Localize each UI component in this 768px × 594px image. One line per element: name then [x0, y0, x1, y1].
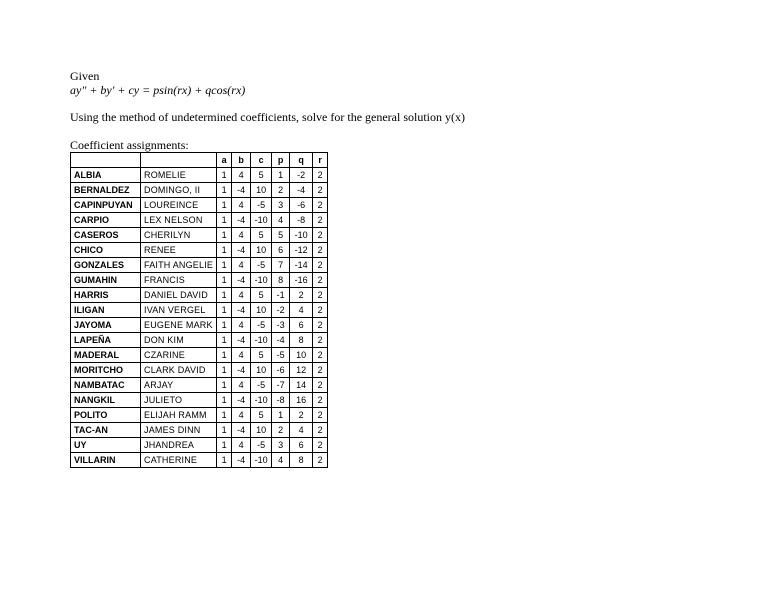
- first-name-cell: LOUREINCE: [141, 198, 217, 213]
- first-name-cell: CATHERINE: [141, 453, 217, 468]
- header-b: b: [232, 153, 251, 168]
- a-cell: 1: [217, 228, 232, 243]
- last-name-cell: POLITO: [71, 408, 141, 423]
- a-cell: 1: [217, 453, 232, 468]
- c-cell: 10: [251, 363, 272, 378]
- p-cell: 1: [272, 408, 290, 423]
- a-cell: 1: [217, 333, 232, 348]
- table-row: [71, 348, 328, 363]
- first-name-cell: LEX NELSON: [141, 213, 217, 228]
- b-cell: 4: [232, 408, 251, 423]
- last-name-cell: CARPIO: [71, 213, 141, 228]
- r-cell: 2: [313, 303, 328, 318]
- last-name-cell: ILIGAN: [71, 303, 141, 318]
- r-cell: 2: [313, 198, 328, 213]
- first-name-cell: CHERILYN: [141, 228, 217, 243]
- r-cell: 2: [313, 453, 328, 468]
- table-row: [71, 243, 328, 258]
- p-cell: 1: [272, 168, 290, 183]
- r-cell: 2: [313, 288, 328, 303]
- c-cell: 5: [251, 288, 272, 303]
- r-cell: 2: [313, 363, 328, 378]
- p-cell: -1: [272, 288, 290, 303]
- q-cell: 2: [290, 408, 313, 423]
- a-cell: 1: [217, 243, 232, 258]
- b-cell: -4: [232, 243, 251, 258]
- table-row: [71, 258, 328, 273]
- r-cell: 2: [313, 213, 328, 228]
- q-cell: -12: [290, 243, 313, 258]
- c-cell: -10: [251, 333, 272, 348]
- q-cell: 16: [290, 393, 313, 408]
- last-name-cell: GONZALES: [71, 258, 141, 273]
- c-cell: 10: [251, 183, 272, 198]
- table-header-row: [71, 153, 328, 168]
- p-cell: -2: [272, 303, 290, 318]
- c-cell: -10: [251, 273, 272, 288]
- p-cell: 7: [272, 258, 290, 273]
- r-cell: 2: [313, 183, 328, 198]
- c-cell: -5: [251, 258, 272, 273]
- q-cell: 8: [290, 453, 313, 468]
- b-cell: -4: [232, 333, 251, 348]
- c-cell: -5: [251, 198, 272, 213]
- p-cell: 4: [272, 453, 290, 468]
- last-name-cell: MADERAL: [71, 348, 141, 363]
- q-cell: 6: [290, 318, 313, 333]
- p-cell: 5: [272, 228, 290, 243]
- first-name-cell: DANIEL DAVID: [141, 288, 217, 303]
- a-cell: 1: [217, 288, 232, 303]
- table-row: [71, 288, 328, 303]
- p-cell: -7: [272, 378, 290, 393]
- p-cell: 3: [272, 438, 290, 453]
- p-cell: 2: [272, 423, 290, 438]
- b-cell: 4: [232, 258, 251, 273]
- c-cell: -10: [251, 453, 272, 468]
- c-cell: 10: [251, 243, 272, 258]
- table-row: [71, 393, 328, 408]
- r-cell: 2: [313, 423, 328, 438]
- table-row: [71, 183, 328, 198]
- table-row: [71, 408, 328, 423]
- b-cell: 4: [232, 288, 251, 303]
- a-cell: 1: [217, 318, 232, 333]
- q-cell: 4: [290, 423, 313, 438]
- c-cell: -10: [251, 213, 272, 228]
- a-cell: 1: [217, 363, 232, 378]
- b-cell: 4: [232, 198, 251, 213]
- c-cell: 5: [251, 408, 272, 423]
- coefficient-table: [70, 152, 328, 468]
- first-name-cell: DON KIM: [141, 333, 217, 348]
- first-name-cell: DOMINGO, II: [141, 183, 217, 198]
- table-row: [71, 213, 328, 228]
- a-cell: 1: [217, 198, 232, 213]
- p-cell: -4: [272, 333, 290, 348]
- p-cell: 6: [272, 243, 290, 258]
- q-cell: 2: [290, 288, 313, 303]
- first-name-cell: JULIETO: [141, 393, 217, 408]
- header-r: r: [313, 153, 328, 168]
- last-name-cell: MORITCHO: [71, 363, 141, 378]
- b-cell: 4: [232, 438, 251, 453]
- first-name-cell: FAITH ANGELIE: [141, 258, 217, 273]
- last-name-cell: UY: [71, 438, 141, 453]
- a-cell: 1: [217, 303, 232, 318]
- p-cell: -6: [272, 363, 290, 378]
- a-cell: 1: [217, 258, 232, 273]
- p-cell: 4: [272, 213, 290, 228]
- q-cell: -2: [290, 168, 313, 183]
- header-p: p: [272, 153, 290, 168]
- q-cell: -16: [290, 273, 313, 288]
- r-cell: 2: [313, 378, 328, 393]
- a-cell: 1: [217, 408, 232, 423]
- a-cell: 1: [217, 348, 232, 363]
- q-cell: -6: [290, 198, 313, 213]
- b-cell: -4: [232, 213, 251, 228]
- table-row: [71, 333, 328, 348]
- differential-equation: ay″ + by′ + cy = psin(rx) + qcos(rx): [70, 83, 246, 97]
- c-cell: -10: [251, 393, 272, 408]
- b-cell: -4: [232, 393, 251, 408]
- first-name-cell: EUGENE MARK: [141, 318, 217, 333]
- r-cell: 2: [313, 168, 328, 183]
- table-row: [71, 318, 328, 333]
- r-cell: 2: [313, 438, 328, 453]
- a-cell: 1: [217, 213, 232, 228]
- c-cell: -5: [251, 318, 272, 333]
- last-name-cell: VILLARIN: [71, 453, 141, 468]
- c-cell: 5: [251, 168, 272, 183]
- first-name-cell: ROMELIE: [141, 168, 217, 183]
- p-cell: 2: [272, 183, 290, 198]
- table-row: [71, 303, 328, 318]
- b-cell: -4: [232, 423, 251, 438]
- last-name-cell: BERNALDEZ: [71, 183, 141, 198]
- header-c: c: [251, 153, 272, 168]
- first-name-cell: RENEE: [141, 243, 217, 258]
- first-name-cell: ELIJAH RAMM: [141, 408, 217, 423]
- b-cell: -4: [232, 363, 251, 378]
- header-first-name: [141, 153, 217, 168]
- header-a: a: [217, 153, 232, 168]
- last-name-cell: GUMAHIN: [71, 273, 141, 288]
- q-cell: 12: [290, 363, 313, 378]
- table-row: [71, 228, 328, 243]
- table-row: [71, 453, 328, 468]
- table-row: [71, 198, 328, 213]
- a-cell: 1: [217, 423, 232, 438]
- first-name-cell: JAMES DINN: [141, 423, 217, 438]
- a-cell: 1: [217, 273, 232, 288]
- table-row: [71, 168, 328, 183]
- b-cell: 4: [232, 168, 251, 183]
- table-row: [71, 273, 328, 288]
- first-name-cell: FRANCIS: [141, 273, 217, 288]
- a-cell: 1: [217, 183, 232, 198]
- q-cell: 14: [290, 378, 313, 393]
- r-cell: 2: [313, 348, 328, 363]
- q-cell: -4: [290, 183, 313, 198]
- r-cell: 2: [313, 273, 328, 288]
- r-cell: 2: [313, 228, 328, 243]
- last-name-cell: HARRIS: [71, 288, 141, 303]
- q-cell: -10: [290, 228, 313, 243]
- r-cell: 2: [313, 333, 328, 348]
- b-cell: 4: [232, 378, 251, 393]
- q-cell: 10: [290, 348, 313, 363]
- r-cell: 2: [313, 318, 328, 333]
- r-cell: 2: [313, 393, 328, 408]
- b-cell: -4: [232, 453, 251, 468]
- assignments-title: Coefficient assignments:: [70, 138, 189, 152]
- first-name-cell: JHANDREA: [141, 438, 217, 453]
- given-label: Given: [70, 69, 100, 83]
- p-cell: -3: [272, 318, 290, 333]
- p-cell: -8: [272, 393, 290, 408]
- c-cell: 10: [251, 423, 272, 438]
- c-cell: 5: [251, 348, 272, 363]
- table-row: [71, 423, 328, 438]
- b-cell: -4: [232, 183, 251, 198]
- last-name-cell: LAPEÑA: [71, 333, 141, 348]
- last-name-cell: CAPINPUYAN: [71, 198, 141, 213]
- q-cell: 4: [290, 303, 313, 318]
- a-cell: 1: [217, 378, 232, 393]
- r-cell: 2: [313, 408, 328, 423]
- b-cell: 4: [232, 228, 251, 243]
- last-name-cell: CASEROS: [71, 228, 141, 243]
- first-name-cell: CZARINE: [141, 348, 217, 363]
- first-name-cell: IVAN VERGEL: [141, 303, 217, 318]
- q-cell: 6: [290, 438, 313, 453]
- b-cell: -4: [232, 273, 251, 288]
- header-last-name: [71, 153, 141, 168]
- b-cell: 4: [232, 318, 251, 333]
- b-cell: -4: [232, 303, 251, 318]
- last-name-cell: NANGKIL: [71, 393, 141, 408]
- last-name-cell: NAMBATAC: [71, 378, 141, 393]
- a-cell: 1: [217, 168, 232, 183]
- last-name-cell: ALBIA: [71, 168, 141, 183]
- table-body: [71, 168, 328, 468]
- q-cell: 8: [290, 333, 313, 348]
- last-name-cell: JAYOMA: [71, 318, 141, 333]
- c-cell: 10: [251, 303, 272, 318]
- q-cell: -14: [290, 258, 313, 273]
- table-row: [71, 378, 328, 393]
- p-cell: 8: [272, 273, 290, 288]
- c-cell: -5: [251, 438, 272, 453]
- a-cell: 1: [217, 438, 232, 453]
- last-name-cell: TAC-AN: [71, 423, 141, 438]
- c-cell: -5: [251, 378, 272, 393]
- last-name-cell: CHICO: [71, 243, 141, 258]
- p-cell: -5: [272, 348, 290, 363]
- c-cell: 5: [251, 228, 272, 243]
- header-q: q: [290, 153, 313, 168]
- p-cell: 3: [272, 198, 290, 213]
- q-cell: -8: [290, 213, 313, 228]
- r-cell: 2: [313, 243, 328, 258]
- first-name-cell: ARJAY: [141, 378, 217, 393]
- a-cell: 1: [217, 393, 232, 408]
- b-cell: 4: [232, 348, 251, 363]
- table-row: [71, 363, 328, 378]
- first-name-cell: CLARK DAVID: [141, 363, 217, 378]
- table-row: [71, 438, 328, 453]
- r-cell: 2: [313, 258, 328, 273]
- instruction-text: Using the method of undetermined coefficients, solve for the general solution y(x): [70, 110, 466, 124]
